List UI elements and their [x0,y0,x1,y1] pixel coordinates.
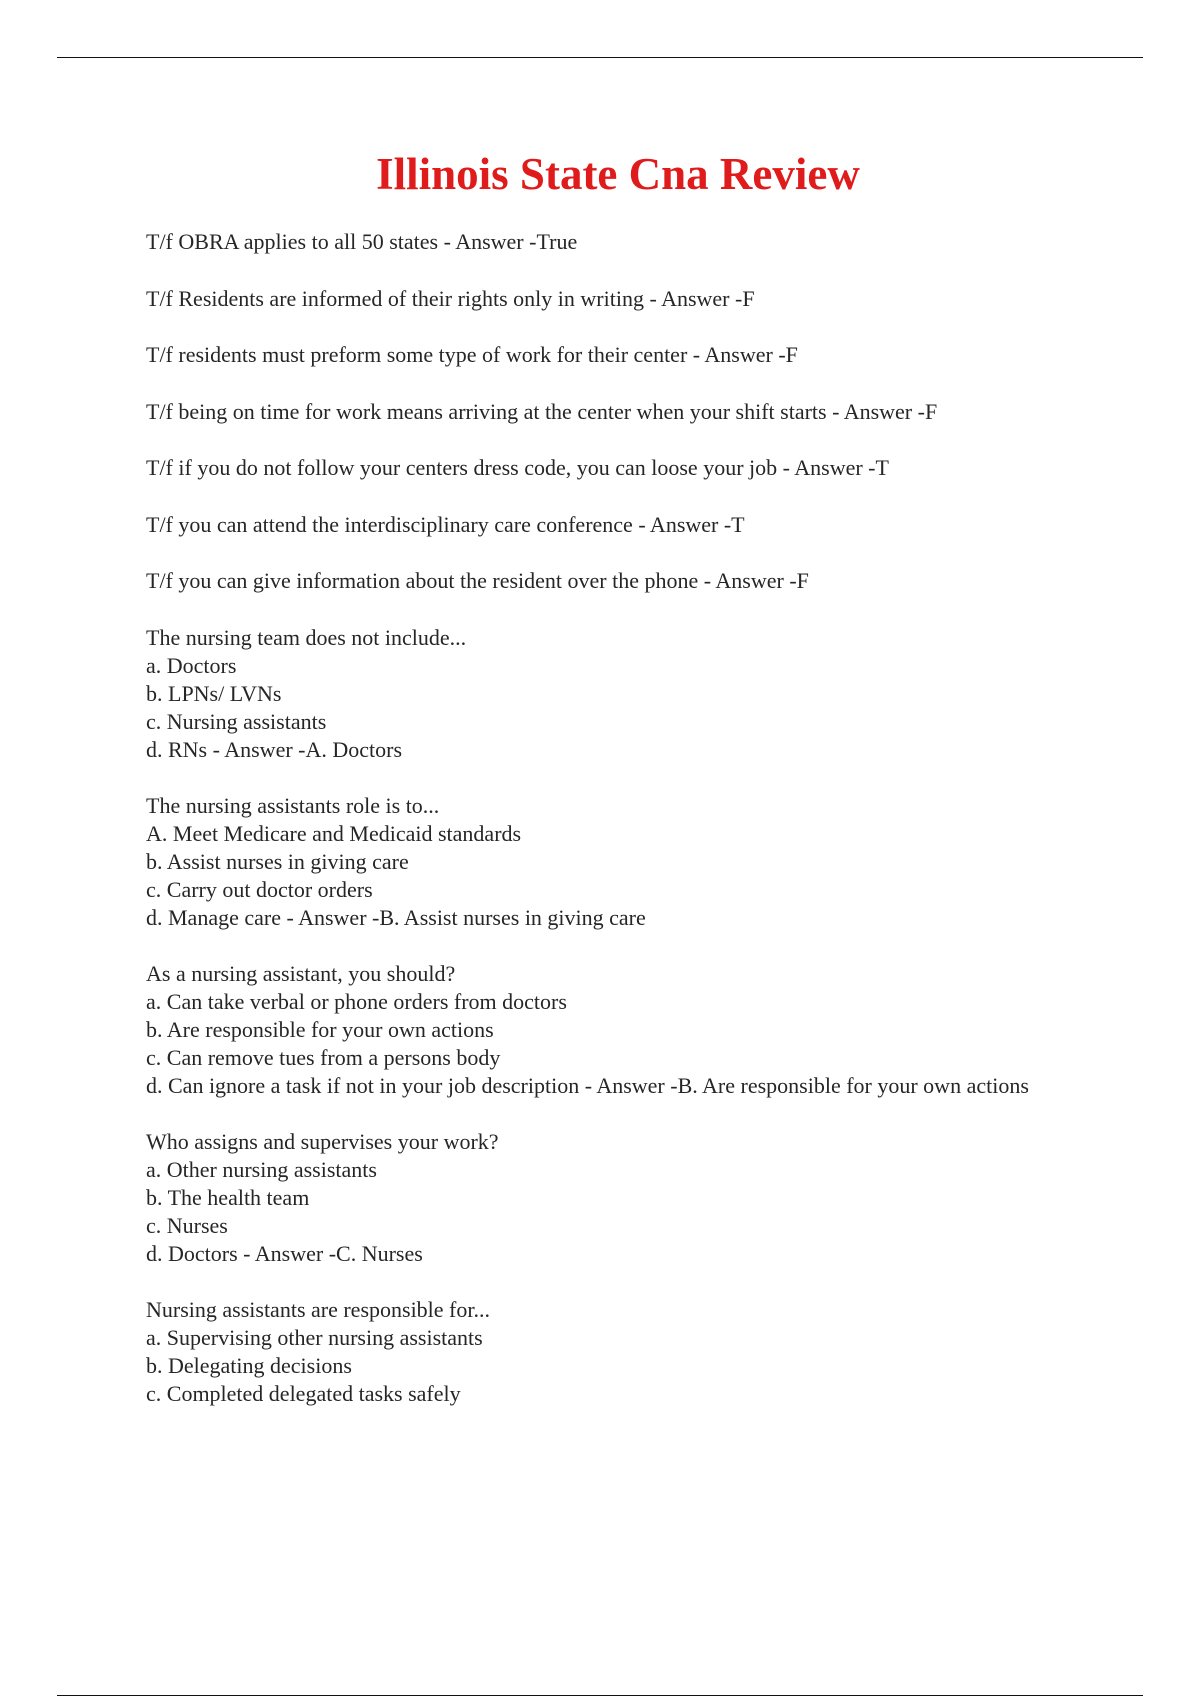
mc-question [146,624,1066,764]
question-stem: The nursing team does not include... [146,624,467,650]
tf-question: T/f you can give information about the resident over the phone - Answer -F [146,568,809,593]
answer-option: c. Can remove tues from a persons body [146,1044,501,1070]
answer-option: a. Doctors [146,652,237,678]
answer-option: a. Can take verbal or phone orders from doctors [146,988,567,1014]
mc-question [146,792,1066,932]
answer-option: c. Completed delegated tasks safely [146,1380,461,1406]
tf-question: T/f residents must preform some type of work for their center - Answer -F [146,342,798,367]
answer-option: c. Nurses [146,1212,228,1238]
answer-option: d. Can ignore a task if not in your job description - Answer -B. Are responsible for your own actions [146,1072,1029,1098]
tf-question: T/f Residents are informed of their rights only in writing - Answer -F [146,285,755,311]
answer-option: c. Carry out doctor orders [146,876,373,902]
bottom-rule [57,1695,1143,1696]
question-stem: Who assigns and supervises your work? [146,1128,499,1154]
answer-option: b. LPNs/ LVNs [146,680,282,706]
answer-option: d. Manage care - Answer -B. Assist nurses in giving care [146,904,646,930]
tf-question: T/f OBRA applies to all 50 states - Answer -True [146,229,578,254]
mc-question [146,1296,1066,1408]
question-stem: As a nursing assistant, you should? [146,960,456,986]
question-stem: Nursing assistants are responsible for... [146,1296,490,1322]
answer-option: d. RNs - Answer -A. Doctors [146,736,403,762]
answer-option: A. Meet Medicare and Medicaid standards [146,820,522,846]
mc-question [146,960,1066,1100]
answer-option: b. The health team [146,1184,310,1210]
mc-question [146,1128,1066,1268]
answer-option: b. Delegating decisions [146,1352,352,1378]
document-body [146,228,1066,1436]
tf-question: T/f being on time for work means arriving at the center when your shift starts - Answer -F [146,398,938,424]
answer-option: a. Supervising other nursing assistants [146,1324,483,1350]
tf-question: T/f if you do not follow your centers dress code, you can loose your job - Answer -T [146,455,889,480]
question-stem: The nursing assistants role is to... [146,792,440,818]
top-rule [57,57,1143,58]
page-title: Illinois State Cna Review [376,149,860,199]
answer-option: c. Nursing assistants [146,708,327,734]
answer-option: a. Other nursing assistants [146,1156,377,1182]
answer-option: b. Are responsible for your own actions [146,1016,494,1042]
tf-question: T/f you can attend the interdisciplinary care conference - Answer -T [146,511,745,537]
answer-option: d. Doctors - Answer -C. Nurses [146,1240,423,1266]
answer-option: b. Assist nurses in giving care [146,848,409,874]
